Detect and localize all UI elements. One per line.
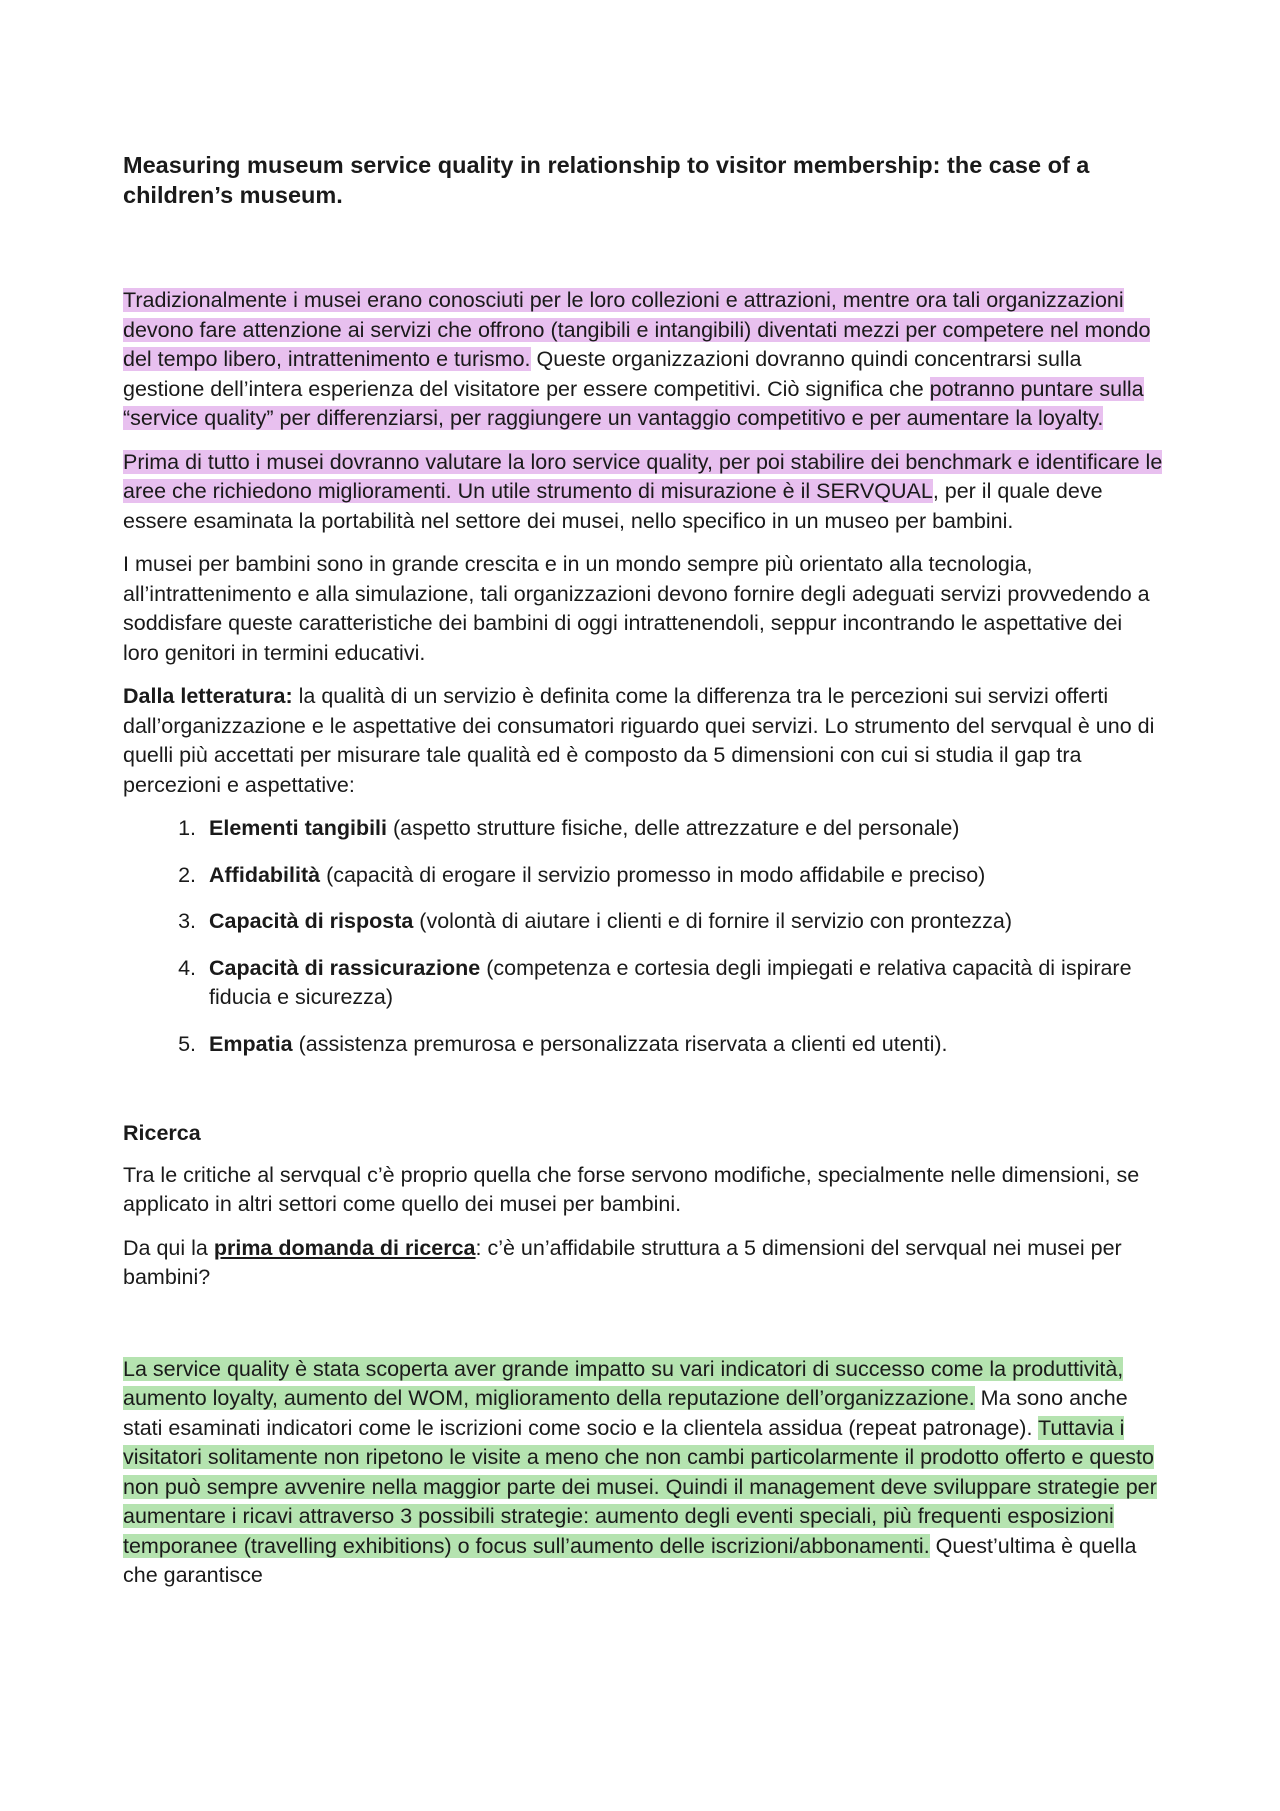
list-item: 3. Capacità di risposta (volontà di aiutare i clienti e di fornire il servizio con prontezza): [202, 907, 1163, 937]
list-item: 1. Elementi tangibili (aspetto strutture fisiche, delle attrezzature e del personale): [202, 814, 1163, 844]
document-page: [123, 150, 1163, 1605]
document-title: Measuring museum service quality in relationship to visitor membership: the case of a children’s museum.: [123, 152, 1090, 208]
highlight-purple: Prima di tutto i musei dovranno valutare la loro service quality, per poi stabilire dei benchmark e identificare le aree che richiedono miglioramenti. Un utile strumento di misurazione è il SERVQUAL: [123, 449, 1163, 503]
section-heading: Ricerca: [123, 1121, 201, 1145]
research-question-label: prima domanda di ricerca: [213, 1235, 476, 1260]
dimensions-list: [123, 814, 1163, 1059]
paragraph-children-museums: I musei per bambini sono in grande crescita e in un mondo sempre più orientato alla tecnologia, all’intrattenimento e alla simulazione, tali organizzazioni devono fornire degli adeguati servizi provvedendo a soddisfare queste caratteristiche dei bambini di oggi intrattenendoli, seppur incontrando le aspettative dei loro genitori in termini educativi.: [123, 552, 1150, 665]
paragraph-servqual: Prima di tutto i musei dovranno valutare la loro service quality, per poi stabilire dei benchmark e identificare le aree che richiedono miglioramenti. Un utile strumento di misurazione è il SERVQUAL, per il quale deve essere esaminata la portabilità nel settore dei musei, nello specifico in un museo per bambini.: [123, 449, 1163, 533]
list-item: 2. Affidabilità (capacità di erogare il servizio promesso in modo affidabile e preciso): [202, 861, 1163, 891]
paragraph-impact: La service quality è stata scoperta aver grande impatto su vari indicatori di successo come la produttività, aumento loyalty, aumento del WOM, miglioramento della reputazione dell’organizzazione. Ma sono anche stati esaminati indicatori come le iscrizioni come socio e la clientela assidua (repeat patronage). Tuttavia i visitatori solitamente non ripetono le visite a meno che non cambi particolarmente il prodotto offerto e questo non può sempre avvenire nella maggior parte dei musei. Quindi il management deve sviluppare strategie per aumentare i ricavi attraverso 3 possibili strategie: aumento degli eventi speciali, più frequenti esposizioni temporanee (travelling exhibitions) o focus sull’aumento delle iscrizioni/abbonamenti. Quest’ultima è quella che garantisce: [123, 1356, 1157, 1587]
paragraph-literature: Dalla letteratura: la qualità di un servizio è definita come la differenza tra le percezioni sui servizi offerti dall’organizzazione e le aspettative dei consumatori riguardo quei servizi. Lo strumento del servqual è uno di quelli più accettati per misurare tale qualità ed è composto da 5 dimensioni con cui si studia il gap tra percezioni e aspettative:: [123, 684, 1155, 797]
paragraph-critique: Tra le critiche al servqual c’è proprio quella che forse servono modifiche, specialmente nelle dimensioni, se applicato in altri settori come quello dei musei per bambini.: [123, 1162, 1140, 1216]
highlight-green: Tuttavia i visitatori solitamente non ripetono le visite a meno che non cambi particolarmente il prodotto offerto e questo non può sempre avvenire nella maggior parte dei musei. Quindi il management deve sviluppare strategie per aumentare i ricavi attraverso 3 possibili strategie: aumento degli eventi speciali, più frequenti esposizioni temporanee (travelling exhibitions) o focus sull’aumento delle iscrizioni/abbonamenti.: [123, 1415, 1157, 1558]
paragraph-intro: Tradizionalmente i musei erano conosciuti per le loro collezioni e attrazioni, mentre ora tali organizzazioni devono fare attenzione ai servizi che offrono (tangibili e intangibili) diventati mezzi per competere nel mondo del tempo libero, intrattenimento e turismo. Queste organizzazioni dovranno quindi concentrarsi sulla gestione dell’intera esperienza del visitatore per essere competitivi. Ciò significa che potranno puntare sulla “service quality” per differenziarsi, per raggiungere un vantaggio competitivo e per aumentare la loyalty.: [123, 288, 1151, 430]
paragraph-research-question: Da qui la prima domanda di ricerca: c’è un’affidabile struttura a 5 dimensioni del servqual nei musei per bambini?: [123, 1235, 1122, 1289]
highlight-purple: Tradizionalmente i musei erano conosciuti per le loro collezioni e attrazioni, mentre ora tali organizzazioni devono fare attenzione ai servizi che offrono (tangibili e intangibili) diventati mezzi per competere nel mondo del tempo libero, intrattenimento e turismo.: [123, 288, 1151, 371]
list-item: 4. Capacità di rassicurazione (competenza e cortesia degli impiegati e relativa capacità di ispirare fiducia e sicurezza): [202, 954, 1163, 1013]
list-item: 5. Empatia (assistenza premurosa e personalizzata riservata a clienti ed utenti).: [202, 1030, 1163, 1060]
highlight-green: La service quality è stata scoperta aver grande impatto su vari indicatori di successo come la produttività, aumento loyalty, aumento del WOM, miglioramento della reputazione dell’organizzazione.: [123, 1356, 1124, 1410]
highlight-purple: potranno puntare sulla “service quality” per differenziarsi, per raggiungere un vantaggio competitivo e per aumentare la loyalty.: [123, 376, 1144, 430]
